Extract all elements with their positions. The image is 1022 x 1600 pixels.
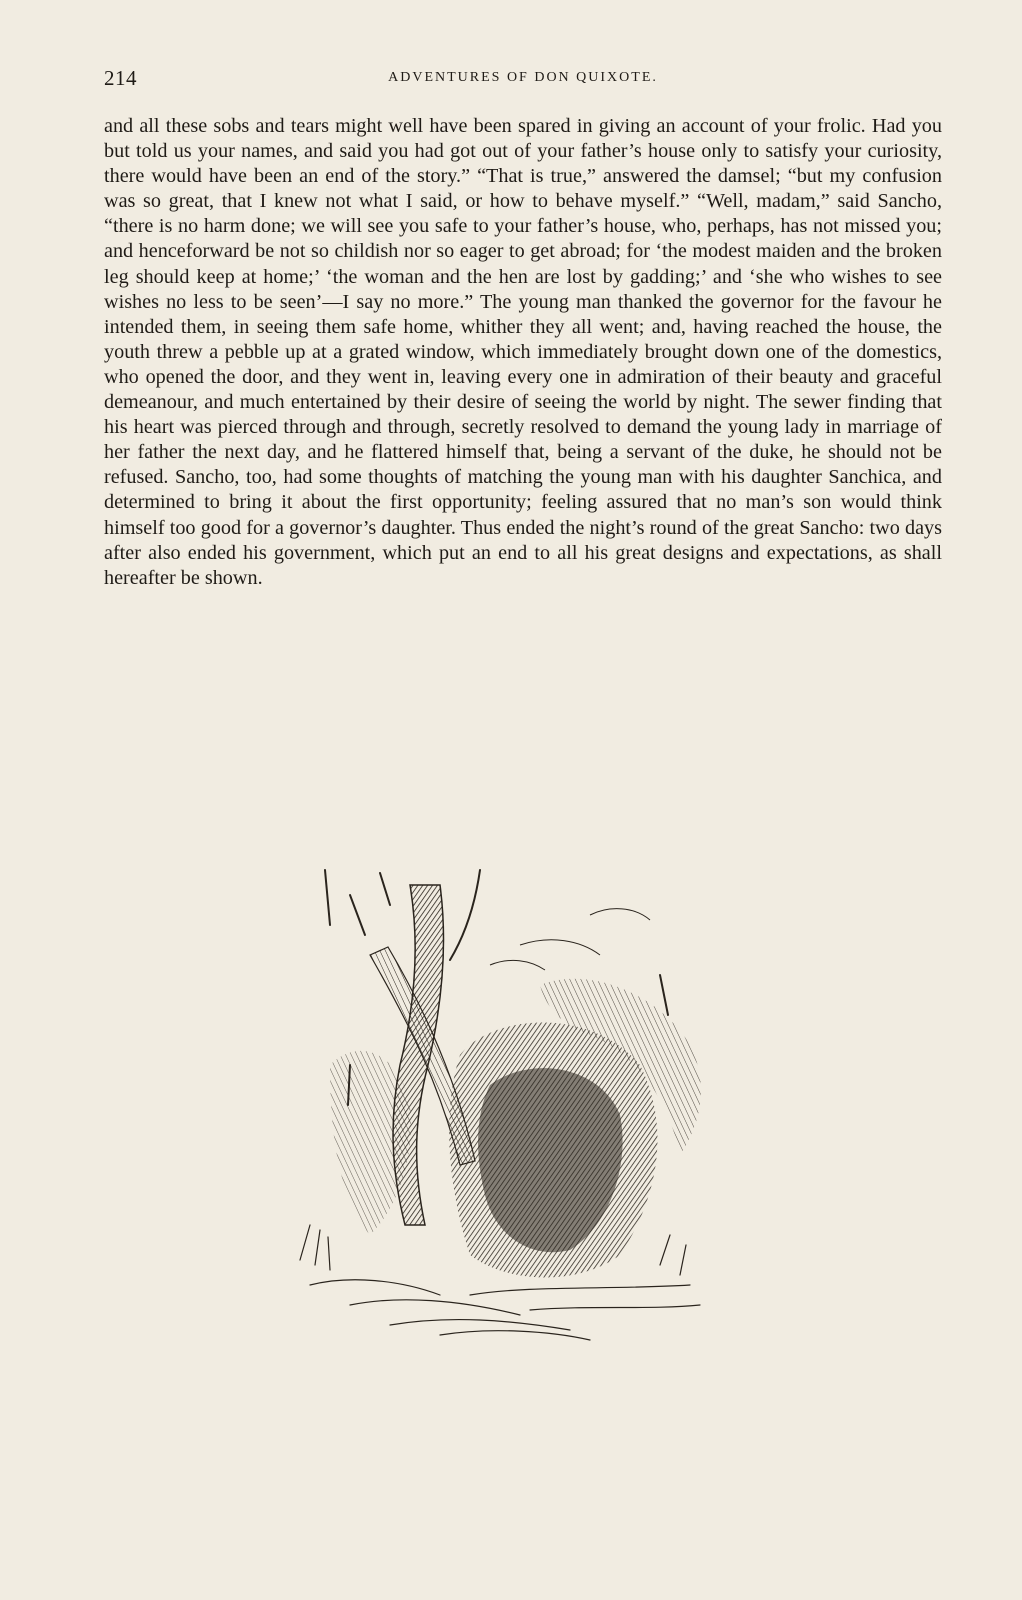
tree-and-cave-engraving: [290, 865, 730, 1365]
page-number: 214: [104, 66, 137, 90]
woodcut-illustration: [290, 865, 730, 1365]
page-header: [104, 66, 942, 96]
body-paragraph: and all these sobs and tears might well have been spared in giving an account of your frolic. Had you but told us your names, and said you had got out of your father’s house only to satisfy your curiosity, there would have been an end of the story.” “That is true,” answered the damsel; “but my confusion was so great, that I knew not what I said, or how to behave myself.” “Well, madam,” said Sancho, “there is no harm done; we will see you safe to your father’s house, who, perhaps, has not missed you; and henceforward be not so childish nor so eager to get abroad; for ‘the modest maiden and the broken leg should keep at home;’ ‘the woman and the hen are lost by gadding;’ and ‘she who wishes to see wishes no less to be seen’—I say no more.” The young man thanked the governor for the favour he intended them, in seeing them safe home, whither they all went; and, having reached the house, the youth threw a pebble up at a grated window, which immediately brought down one of the domestics, who opened the door, and they went in, leaving every one in admiration of their beauty and graceful demeanour, and much entertained by their desire of seeing the world by night. The sewer finding that his heart was pierced through and through, secretly resolved to demand the young lady in marriage of her father the next day, and he flattered himself that, being a servant of the duke, he should not be refused. Sancho, too, had some thoughts of matching the young man with his daughter Sanchica, and determined to bring it about the first opportunity; feeling assured that no man’s son would think himself too good for a governor’s daughter. Thus ended the night’s round of the great Sancho: two days after also ended his government, which put an end to all his great designs and expectations, as shall hereafter be shown.: [104, 115, 942, 589]
running-title: ADVENTURES OF DON QUIXOTE.: [388, 70, 658, 85]
